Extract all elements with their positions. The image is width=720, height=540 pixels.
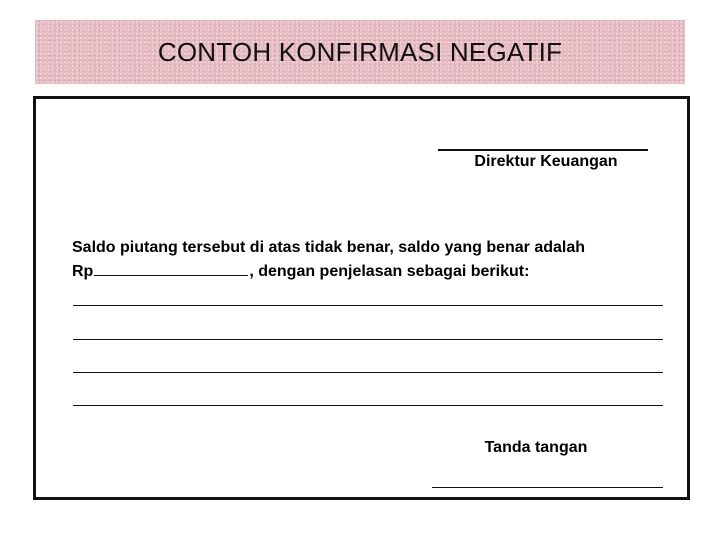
title-banner [35,20,685,84]
director-signature-line [438,149,648,151]
paragraph-line-1: Saldo piutang tersebut di atas tidak benar, saldo yang benar adalah [72,239,586,256]
confirmation-form [33,96,690,500]
signature-line [432,487,663,488]
explanation-line-4 [73,405,663,406]
signature-label: Tanda tangan [484,439,588,456]
paragraph-line-2 [72,260,672,284]
amount-blank [94,261,248,276]
explanation-line-3 [73,372,663,373]
paragraph-suffix: , dengan penjelasan sebagai berikut: [249,263,530,280]
currency-prefix: Rp [72,263,94,280]
explanation-line-2 [73,339,663,340]
explanation-line-1 [73,305,663,306]
director-title: Direktur Keuangan [474,153,618,170]
page-title: CONTOH KONFIRMASI NEGATIF [157,36,563,67]
confirmation-paragraph [72,236,672,284]
